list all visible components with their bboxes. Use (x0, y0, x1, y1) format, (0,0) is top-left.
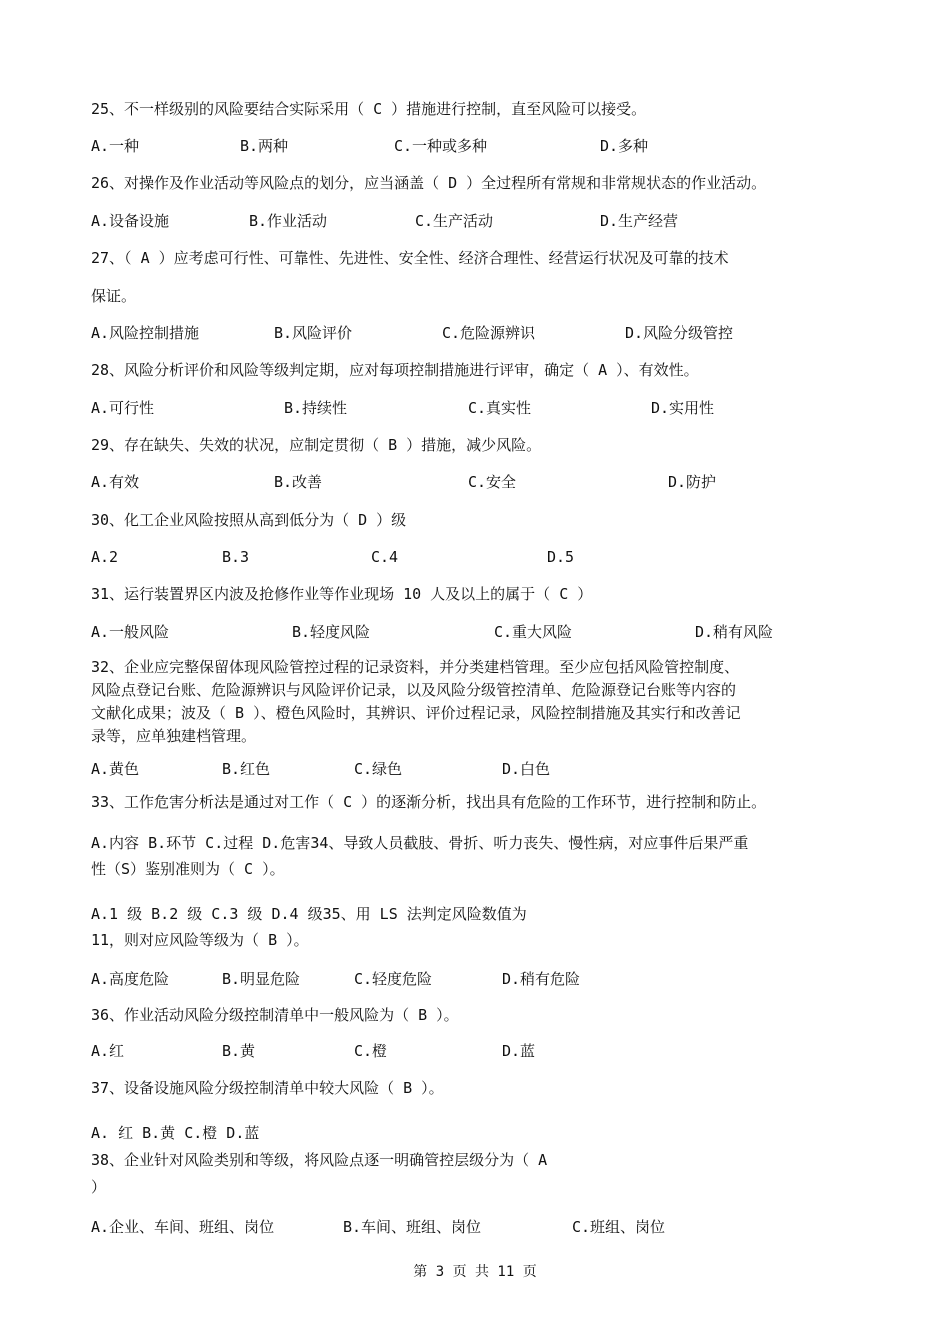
question-35-stem-end: 11，则对应风险等级为（ B ）。 (91, 931, 309, 949)
question-38-option-a: A.企业、车间、班组、岗位 (91, 1218, 275, 1236)
question-30-option-b: B.3 (222, 548, 250, 566)
question-28-option-a: A.可行性 (91, 399, 155, 417)
question-35-option-d: D.稍有危险 (502, 970, 581, 988)
question-28-stem: 28、风险分析评价和风险等级判定期，应对每项控制措施进行评审，确定（ A ）、有效性。 (91, 361, 699, 379)
question-27-option-c: C.危险源辨识 (442, 324, 536, 342)
question-26-option-d: D.生产经营 (600, 212, 679, 230)
question-27-option-b: B.风险评价 (274, 324, 353, 342)
question-32-option-d: D.白色 (502, 760, 551, 778)
question-25-option-d: D.多种 (600, 137, 649, 155)
question-36-option-a: A.红 (91, 1042, 125, 1060)
question-37-stem: 37、设备设施风险分级控制清单中较大风险（ B ）。 (91, 1079, 444, 1097)
question-36-option-d: D.蓝 (502, 1042, 536, 1060)
question-32-stem-line4: 录等，应单独建档管理。 (91, 727, 257, 745)
question-30-stem: 30、化工企业风险按照从高到低分为（ D ）级 (91, 511, 407, 529)
question-32-stem-line2: 风险点登记台账、危险源辨识与风险评价记录，以及风险分级管控清单、危险源登记台账等内容的 (91, 681, 737, 699)
question-38-option-b: B.车间、班组、岗位 (343, 1218, 482, 1236)
question-28-option-d: D.实用性 (651, 399, 715, 417)
question-25-stem: 25、不一样级别的风险要结合实际采用（ C ）措施进行控制，直至风险可以接受。 (91, 100, 647, 118)
question-33-34-line: A.内容 B.环节 C.过程 D.危害34、导致人员截肢、骨折、听力丧失、慢性病，对应事件后果严重 (91, 834, 749, 852)
question-31-option-a: A.一般风险 (91, 623, 170, 641)
question-27-stem-line2: 保证。 (91, 287, 137, 305)
question-34-stem-end: 性（S）鉴别准则为（ C ）。 (91, 860, 285, 878)
question-25-option-a: A.一种 (91, 137, 140, 155)
question-27-option-a: A.风险控制措施 (91, 324, 200, 342)
question-25-option-c: C.一种或多种 (394, 137, 488, 155)
question-34-35-line: A.1 级 B.2 级 C.3 级 D.4 级35、用 LS 法判定风险数值为 (91, 905, 527, 923)
question-32-option-b: B.红色 (222, 760, 271, 778)
question-29-option-d: D.防护 (668, 473, 717, 491)
question-38-stem-line1: 38、企业针对风险类别和等级，将风险点逐一明确管控层级分为（ A (91, 1151, 548, 1169)
question-36-option-b: B.黄 (222, 1042, 256, 1060)
question-38-stem-line2: ） (91, 1178, 107, 1196)
question-29-option-a: A.有效 (91, 473, 140, 491)
question-26-option-b: B.作业活动 (249, 212, 328, 230)
question-33-stem: 33、工作危害分析法是通过对工作（ C ）的逐渐分析，找出具有危险的工作环节，进行控制和防止。 (91, 793, 767, 811)
question-35-option-a: A.高度危险 (91, 970, 170, 988)
question-29-option-b: B.改善 (274, 473, 323, 491)
question-28-option-b: B.持续性 (284, 399, 348, 417)
question-32-option-a: A.黄色 (91, 760, 140, 778)
question-26-stem: 26、对操作及作业活动等风险点的划分，应当涵盖（ D ）全过程所有常规和非常规状态的作业活动。 (91, 174, 767, 192)
question-29-stem: 29、存在缺失、失效的状况，应制定贯彻（ B ）措施，减少风险。 (91, 436, 542, 454)
question-31-option-c: C.重大风险 (494, 623, 573, 641)
question-30-option-a: A.2 (91, 548, 119, 566)
question-35-option-c: C.轻度危险 (354, 970, 433, 988)
question-31-option-d: D.稍有风险 (695, 623, 774, 641)
question-37-options: A. 红 B.黄 C.橙 D.蓝 (91, 1124, 260, 1142)
question-31-stem: 31、运行装置界区内波及抢修作业等作业现场 10 人及以上的属于（ C ） (91, 585, 593, 603)
question-31-option-b: B.轻度风险 (292, 623, 371, 641)
question-26-option-a: A.设备设施 (91, 212, 170, 230)
question-35-option-b: B.明显危险 (222, 970, 301, 988)
page-footer: 第 3 页 共 11 页 (413, 1264, 537, 1280)
question-32-stem-line3: 文献化成果；波及（ B ）、橙色风险时，其辨识、评价过程记录，风险控制措施及其实行和改善记 (91, 704, 741, 722)
question-38-option-c: C.班组、岗位 (572, 1218, 666, 1236)
question-28-option-c: C.真实性 (468, 399, 532, 417)
question-30-option-d: D.5 (547, 548, 575, 566)
question-26-option-c: C.生产活动 (415, 212, 494, 230)
question-32-option-c: C.绿色 (354, 760, 403, 778)
question-32-stem-line1: 32、企业应完整保留体现风险管控过程的记录资料，并分类建档管理。至少应包括风险管控制度、 (91, 658, 740, 676)
question-27-stem-line1: 27、（ A ）应考虑可行性、可靠性、先进性、安全性、经济合理性、经营运行状况及可靠的技术 (91, 249, 729, 267)
question-36-option-c: C.橙 (354, 1042, 388, 1060)
question-27-option-d: D.风险分级管控 (625, 324, 734, 342)
question-29-option-c: C.安全 (468, 473, 517, 491)
question-25-option-b: B.两种 (240, 137, 289, 155)
question-36-stem: 36、作业活动风险分级控制清单中一般风险为（ B ）。 (91, 1006, 459, 1024)
question-30-option-c: C.4 (371, 548, 399, 566)
